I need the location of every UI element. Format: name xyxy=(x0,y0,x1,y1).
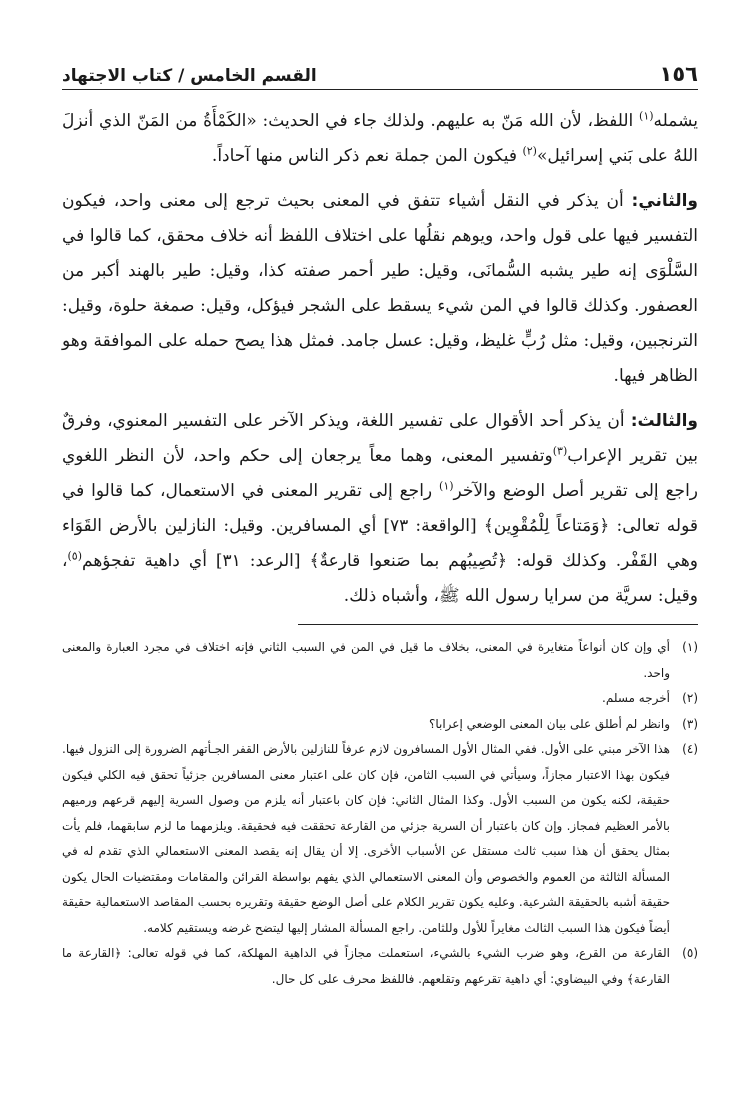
paragraph-lead: والثاني: xyxy=(631,191,698,211)
text-run: أن يذكر في النقل أشياء تتفق في المعنى بحيث ترجع إلى معنى واحد، فيكون التفسير فيها على قول واحد، ويوهم نقلُها على اختلاف اللفظ أنه خلاف محقق، كما قالوا في السَّلْوَى إنه طير يشبه السُّمانَى، وقيل: طير أحمر صفته كذا، وقيل: طير بالهند أكبر من العصفور. وكذلك قالوا في المن شيء يسقط على الشجر فيؤكل، وقيل: صمغة حلوة، وقيل: الترنجبين، وقيل: مثل رُبٍّ غليظ، وقيل: عسل جامد. فمثل هذا يصح حمله على الموافقة وهو الظاهر فيها. xyxy=(62,191,698,386)
paragraph-intro xyxy=(62,104,698,174)
footnotes xyxy=(62,635,698,992)
footnote-separator xyxy=(298,624,698,625)
main-text xyxy=(62,104,698,614)
footnote-text: القارعة من القرع، وهو ضرب الشيء بالشيء، استعملت مجازاً في الداهية المهلكة، كما في قوله تعالى: ﴿القارعة ما القارعة﴾ وفي البيضاوي: أي داهية تقرعهم وتقلعهم. فاللفظ محرف على كل حال. xyxy=(62,946,670,986)
footnote-text: أي وإن كان أنواعاً متغايرة في المعنى، بخلاف ما قيل في المن في السبب الثاني فإنه اختلاف في مجرد العبارة والمعنى واحد. xyxy=(62,640,670,680)
footnote xyxy=(62,737,698,941)
text-run: فيكون المن جملة نعم ذكر الناس منها آحاداً. xyxy=(211,146,523,166)
text-run: أن يذكر أحد الأقوال على تفسير اللغة، ويذكر الآخر على التفسير المعنوي، وفرقٌ بين تقرير الإعراب xyxy=(62,411,698,466)
footnote xyxy=(62,686,698,712)
footnote-ref[interactable]: (٢) xyxy=(522,144,537,158)
footnote-ref[interactable]: (١) xyxy=(439,479,454,493)
footnote xyxy=(62,941,698,992)
footnote-text: هذا الآخر مبني على الأول. ففي المثال الأول المسافرون لازم عرفاً للنازلين بالأرض القفر الجـأتهم الضرورة إلى النزول فيها. فيكون بهذا الاعتبار مجازاً، وسيأتي في السبب الثامن، فإن كان على اعتبار معنى المسافرين جزئياً تحقق فيه الكلي فيكون حقيقة، لكنه يكون من السبب الأول. وكذا المثال الثاني: فإن كان باعتبار أنه يلزم من وصول السرية إليهم قرعهم ورميهم بالأمر العظيم فمجاز. وإن كان باعتبار أن السرية جزئي من القارعة تحققت فيه فحقيقة. ويلزمهما ما لزم سابقهما، فلم يأت بمثال يحقق أن هذا سبب ثالث مستقل عن الأسباب الأخرى. إلا أن يقال إنه يقصد المعنى الاستعمالي الذي تقدم له في المسألة الثالثة من العموم والخصوص وأن المعنى الاستعمالي الذي يفهم بواسطة القرائن والمقامات ومقتضيات الحال يكون حقيقة أشبه بالحقيقة الشرعية. وعليه يكون تقرير الكلام على أصل الوضع حقيقة وتقريره بحسب المقاصد الاستعمالية حقيقة أيضاً فيكون هذا السبب الثالث مغايراً للأول وللثامن. راجع المسألة المشار إليها ليتضح غرضه ويستقيم كلامه. xyxy=(62,742,670,935)
paragraph-third xyxy=(62,404,698,614)
text-run: ، وقيل: سريَّة من سرايا رسول الله ﷺ، وأشباه ذلك. xyxy=(62,551,698,606)
footnote xyxy=(62,712,698,738)
footnote-ref[interactable]: (٣) xyxy=(552,444,568,458)
footnote-number: (٤) xyxy=(682,742,698,756)
footnote-ref[interactable]: (٥) xyxy=(67,549,83,563)
footnote-text: أخرجه مسلم. xyxy=(602,691,670,705)
paragraph-lead: والثالث: xyxy=(630,411,698,431)
text-run: وتفسير المعنى، وهما معاً يرجعان إلى حكم واحد، لأن النظر اللغوي راجع إلى تقرير أصل الوضع والآخر xyxy=(62,446,699,501)
footnote-number: (١) xyxy=(682,640,698,654)
footnote-number: (٥) xyxy=(682,946,698,960)
paragraph-second xyxy=(62,184,698,394)
book-page xyxy=(62,62,698,992)
footnote-number: (٣) xyxy=(682,716,698,731)
page-header xyxy=(62,62,698,86)
footnote-ref[interactable]: (١) xyxy=(639,109,654,123)
text-run: راجع إلى تقرير المعنى في الاستعمال، كما قالوا في قوله تعالى: ﴿وَمَتاعاً لِلْمُقْوِين﴾ [الواقعة: ٧٣] أي المسافرين. وقيل: النازلين بالأرض القَوَاء وهي القَفْر. وكذلك قوله: ﴿تُصِيبُهم بما صَنعوا قارعةٌ﴾ [الرعد: ٣١] أي داهية تفجؤهم xyxy=(62,481,698,571)
text-run: اللفظ، لأن الله مَنّ به عليهم. ولذلك جاء في الحديث: «الكَمْأَةُ من المَنّ الذي أنزلَ اللهُ على بَني إسرائيل» xyxy=(62,111,698,166)
footnote xyxy=(62,635,698,686)
page-number: ١٥٦ xyxy=(659,62,698,86)
header-rule xyxy=(62,89,698,90)
running-title: القسم الخامس / كتاب الاجتهاد xyxy=(62,66,317,86)
text-run: يشمله xyxy=(653,111,698,131)
footnote-number: (٢) xyxy=(682,691,698,705)
footnote-text: وانظر لم أطلق على بيان المعنى الوضعي إعرابا؟ xyxy=(428,716,670,731)
